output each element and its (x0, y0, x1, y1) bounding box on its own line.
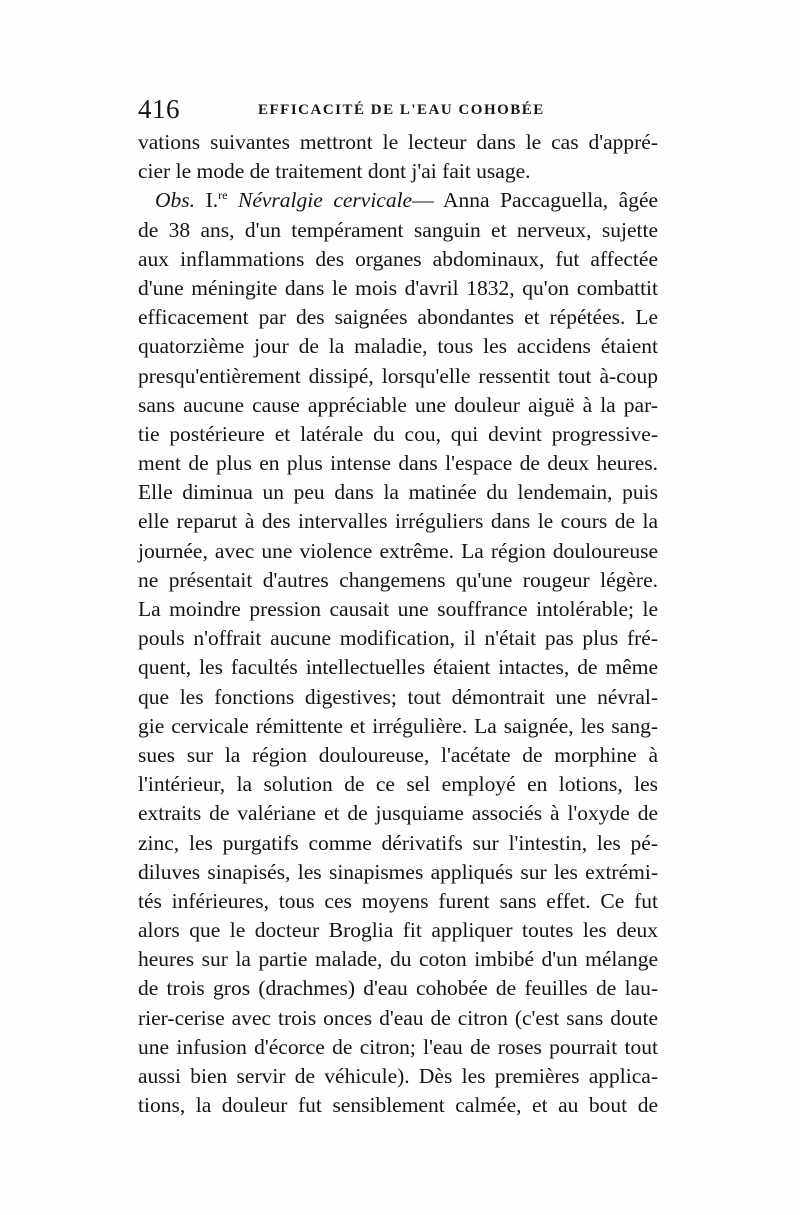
text-line: presqu'entièrement dissipé, lorsqu'elle ressentit tout à-coup (138, 363, 658, 388)
obs-superscript: re (218, 188, 228, 203)
text-line: gie cervicale rémittente et irrégulière. La saignée, les sang- (138, 713, 658, 738)
text-line: journée, avec une violence extrême. La région douloureuse (138, 538, 658, 563)
text-line: rier-cerise avec trois onces d'eau de citron (c'est sans doute (138, 1005, 658, 1030)
text-line: ne présentait d'autres changemens qu'une rougeur légère. (138, 567, 658, 592)
text-line: Elle diminua un peu dans la matinée du lendemain, puis (138, 480, 658, 505)
page-header (138, 94, 658, 124)
running-title: EFFICACITÉ DE L'EAU COHOBÉE (258, 102, 545, 118)
text-line: sues sur la région douloureuse, l'acétate de morphine à (138, 742, 658, 767)
text-line: efficacement par des saignées abondantes et répétées. Le (138, 305, 658, 330)
text-line: de 38 ans, d'un tempérament sanguin et nerveux, sujette (138, 217, 658, 242)
text-line: aussi bien servir de véhicule). Dès les premières applica- (138, 1064, 658, 1088)
obs-label: Obs. (155, 188, 196, 213)
obs-number: I. (205, 188, 219, 213)
text-line: quent, les facultés intellectuelles étaient intactes, de même (138, 655, 658, 680)
text-line: tie postérieure et latérale du cou, qui devint progressive- (138, 421, 658, 446)
text-line: sans aucune cause appréciable une douleur aiguë à la par- (138, 392, 658, 417)
text-line: vations suivantes mettront le lecteur dans le cas d'appré- (138, 130, 658, 154)
text-line-rest: — Anna Paccaguella, âgée (412, 188, 659, 213)
text-line: de trois gros (drachmes) d'eau cohobée de feuilles de lau- (138, 976, 658, 1001)
text-line: une infusion d'écorce de citron; l'eau de roses pourrait tout (138, 1034, 658, 1059)
text-line: tés inférieures, tous ces moyens furent sans effet. Ce fut (138, 888, 658, 913)
text-line: aux inflammations des organes abdominaux, fut affectée (138, 246, 658, 271)
text-line: diluves sinapisés, les sinapismes appliqués sur les extrémi- (138, 859, 658, 884)
text-line: extraits de valériane et de jusquiame associés à l'oxyde de (138, 801, 658, 826)
text-line: que les fonctions digestives; tout démontrait une névral- (138, 684, 658, 709)
text-line: cier le mode de traitement dont j'ai fait usage. (138, 159, 531, 184)
obs-title: Névralgie cervicale (238, 188, 413, 213)
page-number: 416 (138, 94, 180, 124)
observation-heading-line (138, 186, 658, 215)
text-line: heures sur la partie malade, du coton imbibé d'un mélange (138, 947, 658, 972)
text-line: pouls n'offrait aucune modification, il n'était pas plus fré- (138, 626, 658, 651)
text-line: tions, la douleur fut sensiblement calmée, et au bout de (138, 1093, 658, 1118)
body-text (138, 128, 658, 1120)
text-line: l'intérieur, la solution de ce sel employé en lotions, les (138, 772, 658, 797)
text-line: zinc, les purgatifs comme dérivatifs sur l'intestin, les pé- (138, 830, 658, 855)
text-line: La moindre pression causait une souffrance intolérable; le (138, 597, 658, 621)
text-line: ment de plus en plus intense dans l'espace de deux heures. (138, 451, 658, 476)
text-line: alors que le docteur Broglia fit appliquer toutes les deux (138, 918, 658, 943)
text-line: d'une méningite dans le mois d'avril 1832, qu'on combattit (138, 275, 658, 300)
text-line: quatorzième jour de la maladie, tous les accidens étaient (138, 334, 658, 359)
text-line: elle reparut à des intervalles irréguliers dans le cours de la (138, 509, 658, 534)
